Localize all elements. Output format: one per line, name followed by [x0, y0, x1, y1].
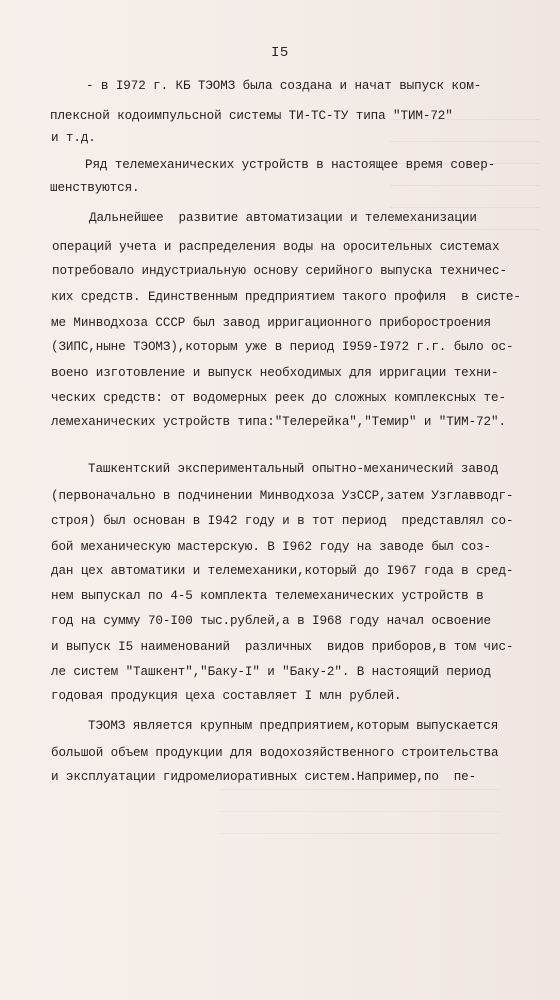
text-line: годовая продукция цеха составляет I млн рублей.	[51, 689, 402, 703]
text-line: ме Минводхоза СССР был завод ирригационного приборостроения	[51, 316, 491, 330]
text-line: ТЭОМЗ является крупным предприятием,которым выпускается	[88, 719, 499, 733]
text-line: год на сумму 70-I00 тыс.рублей,а в I968 году начал освоение	[51, 614, 491, 628]
text-line: бой механическую мастерскую. В I962 году на заводе был соз-	[51, 540, 491, 554]
text-line: Ряд телемеханических устройств в настоящее время совер-	[85, 158, 496, 172]
text-line: и выпуск I5 наименований различных видов приборов,в том чис-	[51, 640, 514, 654]
text-line: и эксплуатации гидромелиоративных систем.Например,по пе-	[51, 770, 477, 784]
text-line: ких средств. Единственным предприятием такого профиля в систе-	[51, 290, 521, 304]
text-line: и т.д.	[51, 131, 96, 145]
text-line: ческих средств: от водомерных реек до сложных комплексных те-	[51, 391, 506, 405]
text-line: Ташкентский экспериментальный опытно-механический завод	[88, 462, 499, 476]
text-line: плексной кодоимпульсной системы ТИ-ТС-ТУ типа "ТИМ-72"	[50, 109, 453, 123]
text-line: Дальнейшее развитие автоматизации и телемеханизации	[89, 211, 477, 225]
text-line: шенствуются.	[50, 181, 140, 195]
text-line: нем выпускал по 4-5 комплекта телемеханических устройств в	[51, 589, 484, 603]
text-line: операций учета и распределения воды на оросительных системах	[52, 240, 500, 254]
bleed-through-text	[220, 780, 500, 850]
text-line: ле систем "Ташкент","Баку-I" и "Баку-2". В настоящий период	[51, 665, 491, 679]
text-line: потребовало индустриальную основу серийного выпуска техничес-	[52, 264, 507, 278]
text-line: (ЗИПС,ныне ТЭОМЗ),которым уже в период I959-I972 г.г. было ос-	[51, 340, 514, 354]
text-line: - в I972 г. КБ ТЭОМЗ была создана и начат выпуск ком-	[86, 79, 482, 93]
text-line: воено изготовление и выпуск необходимых для ирригации техни-	[51, 366, 499, 380]
text-line: дан цех автоматики и телемеханики,который до I967 года в сред-	[51, 564, 514, 578]
text-line: строя) был основан в I942 году и в тот период представлял со-	[51, 514, 514, 528]
text-line: большой объем продукции для водохозяйственного строительства	[51, 746, 499, 760]
page-number: I5	[271, 45, 289, 61]
text-line: (первоначально в подчинении Минводхоза УзССР,затем Узглавводг-	[51, 489, 514, 503]
text-line: лемеханических устройств типа:"Телерейка","Темир" и "ТИМ-72".	[51, 415, 506, 429]
